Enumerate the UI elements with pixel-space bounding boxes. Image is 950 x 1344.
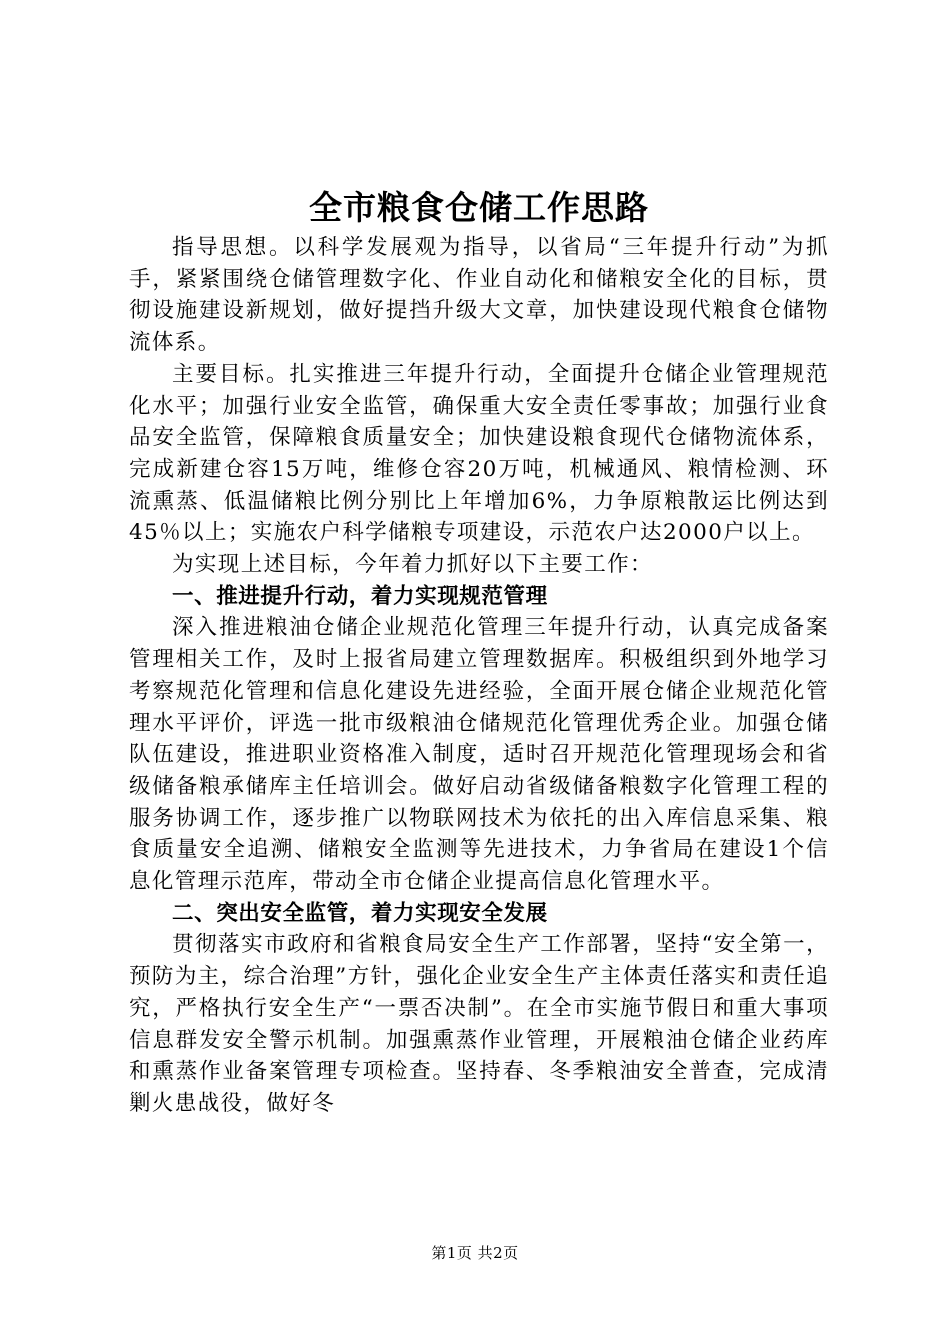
paragraph-intro-tasks: 为实现上述目标，今年着力抓好以下主要工作： xyxy=(172,552,653,578)
section-heading-1: 一、推进提升行动，着力实现规范管理 xyxy=(172,583,548,609)
page-number-footer: 第1页 共2页 xyxy=(431,1244,519,1262)
paragraph-section-2: 贯彻落实市政府和省粮食局安全生产工作部署，坚持“安全第一，预防为主，综合治理”方针，强化企业安全生产主体责任落实和责任追究，严格执行安全生产“一票否决制”。在全市实施节假日和重大事项信息群发安全警示机制。加强熏蒸作业管理，开展粮油仓储企业药库和熏蒸作业备案管理专项检查。坚持春、冬季粮油安全普查，完成清剿火患战役，做好冬 xyxy=(129,932,829,1116)
paragraph-main-goals: 主要目标。扎实推进三年提升行动，全面提升仓储企业管理规范化水平；加强行业安全监管，确保重大安全责任零事故；加强行业食品安全监管，保障粮食质量安全；加快建设粮食现代仓储物流体系，完成新建仓容15万吨，维修仓容20万吨，机械通风、粮情检测、环流熏蒸、低温储粮比例分别比上年增加6%，力争原粮散运比例达到45％以上；实施农户科学储粮专项建设，示范农户达2000户以上。 xyxy=(129,361,829,546)
document-title: 全市粮食仓储工作思路 xyxy=(309,188,649,227)
document-body xyxy=(129,186,829,1120)
paragraph-guiding-thought: 指导思想。以科学发展观为指导，以省局“三年提升行动”为抓手，紧紧围绕仓储管理数字化、作业自动化和储粮安全化的目标，贯彻设施建设新规划，做好提挡升级大文章，加快建设现代粮食仓储物流体系。 xyxy=(129,235,829,356)
section-heading-2: 二、突出安全监管，着力实现安全发展 xyxy=(172,900,548,926)
paragraph-section-1: 深入推进粮油仓储企业规范化管理三年提升行动，认真完成备案管理相关工作，及时上报省局建立管理数据库。积极组织到外地学习考察规范化管理和信息化建设先进经验，全面开展仓储企业规范化管理水平评价，评选一批市级粮油仓储规范化管理优秀企业。加强仓储队伍建设，推进职业资格准入制度，适时召开规范化管理现场会和省级储备粮承储库主任培训会。做好启动省级储备粮数字化管理工程的服务协调工作，逐步推广以物联网技术为依托的出入库信息采集、粮食质量安全追溯、储粮安全监测等先进技术，力争省局在建设1个信息化管理示范库，带动全市仓储企业提高信息化管理水平。 xyxy=(129,615,829,895)
